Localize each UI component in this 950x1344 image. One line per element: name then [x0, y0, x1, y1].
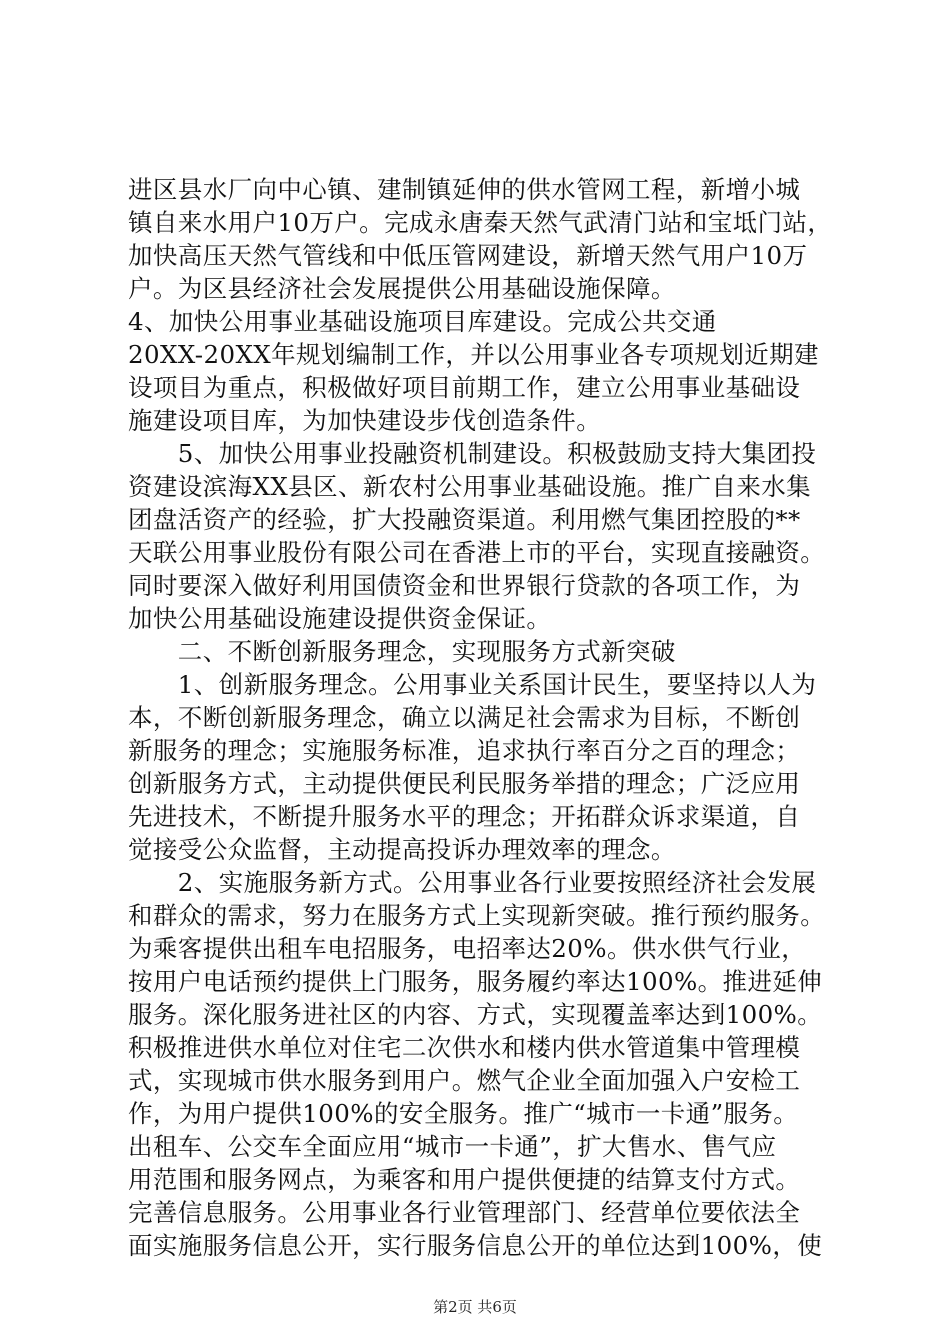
text-line: 镇自来水用户10万户。完成永唐秦天然气武清门站和宝坻门站，	[128, 208, 833, 237]
text-line: 为乘客提供出租车电招服务，电招率达20%。供水供气行业，	[128, 934, 807, 963]
text-line: 户。为区县经济社会发展提供公用基础设施保障。	[128, 274, 676, 303]
text-line: 天联公用事业股份有限公司在香港上市的平台，实现直接融资。	[128, 538, 826, 567]
text-line: 本，不断创新服务理念，确立以满足社会需求为目标，不断创	[128, 703, 801, 732]
text-line: 加快公用基础设施建设提供资金保证。	[128, 604, 552, 633]
text-line: 面实施服务信息公开，实行服务信息公开的单位达到100%，使	[128, 1231, 823, 1260]
text-line: 2、实施服务新方式。公用事业各行业要按照经济社会发展	[128, 868, 817, 897]
text-line: 按用户电话预约提供上门服务，服务履约率达100%。推进延伸	[128, 967, 823, 996]
text-line: 服务。深化服务进社区的内容、方式，实现覆盖率达到100%。	[128, 1000, 823, 1029]
text-line: 加快高压天然气管线和中低压管网建设，新增天然气用户10万	[128, 241, 808, 270]
text-line: 觉接受公众监督，主动提高投诉办理效率的理念。	[128, 835, 676, 864]
text-line: 用范围和服务网点，为乘客和用户提供便捷的结算支付方式。	[128, 1165, 801, 1194]
text-line: 创新服务方式，主动提供便民利民服务举措的理念；广泛应用	[128, 769, 801, 798]
text-line: 资建设滨海XX县区、新农村公用事业基础设施。推广自来水集	[128, 472, 812, 501]
text-line: 同时要深入做好利用国债资金和世界银行贷款的各项工作，为	[128, 571, 801, 600]
text-line: 先进技术，不断提升服务水平的理念；开拓群众诉求渠道，自	[128, 802, 801, 831]
text-line: 施建设项目库，为加快建设步伐创造条件。	[128, 406, 602, 435]
text-line: 1、创新服务理念。公用事业关系国计民生，要坚持以人为	[128, 670, 817, 699]
text-line: 4、加快公用事业基础设施项目库建设。完成公共交通	[128, 307, 717, 336]
text-line: 5、加快公用事业投融资机制建设。积极鼓励支持大集团投	[128, 439, 817, 468]
text-line: 团盘活资产的经验，扩大投融资渠道。利用燃气集团控股的**	[128, 505, 801, 534]
text-line: 新服务的理念；实施服务标准，追求执行率百分之百的理念；	[128, 736, 801, 765]
text-line: 出租车、公交车全面应用“城市一卡通”，扩大售水、售气应	[128, 1132, 777, 1161]
text-line: 设项目为重点，积极做好项目前期工作，建立公用事业基础设	[128, 373, 801, 402]
text-line: 完善信息服务。公用事业各行业管理部门、经营单位要依法全	[128, 1198, 801, 1227]
text-line: 和群众的需求，努力在服务方式上实现新突破。推行预约服务。	[128, 901, 826, 930]
page-number-footer: 第2页 共6页	[433, 1298, 517, 1316]
text-line: 进区县水厂向中心镇、建制镇延伸的供水管网工程，新增小城	[128, 175, 801, 204]
text-line: 式，实现城市供水服务到用户。燃气企业全面加强入户安检工	[128, 1066, 801, 1095]
document-body	[128, 173, 833, 1262]
section-heading: 二、不断创新服务理念，实现服务方式新突破	[128, 637, 676, 666]
text-line: 作，为用户提供100%的安全服务。推广“城市一卡通”服务。	[128, 1099, 799, 1128]
text-line: 积极推进供水单位对住宅二次供水和楼内供水管道集中管理模	[128, 1033, 801, 1062]
text-line: 20XX-20XX年规划编制工作，并以公用事业各专项规划近期建	[128, 340, 819, 369]
